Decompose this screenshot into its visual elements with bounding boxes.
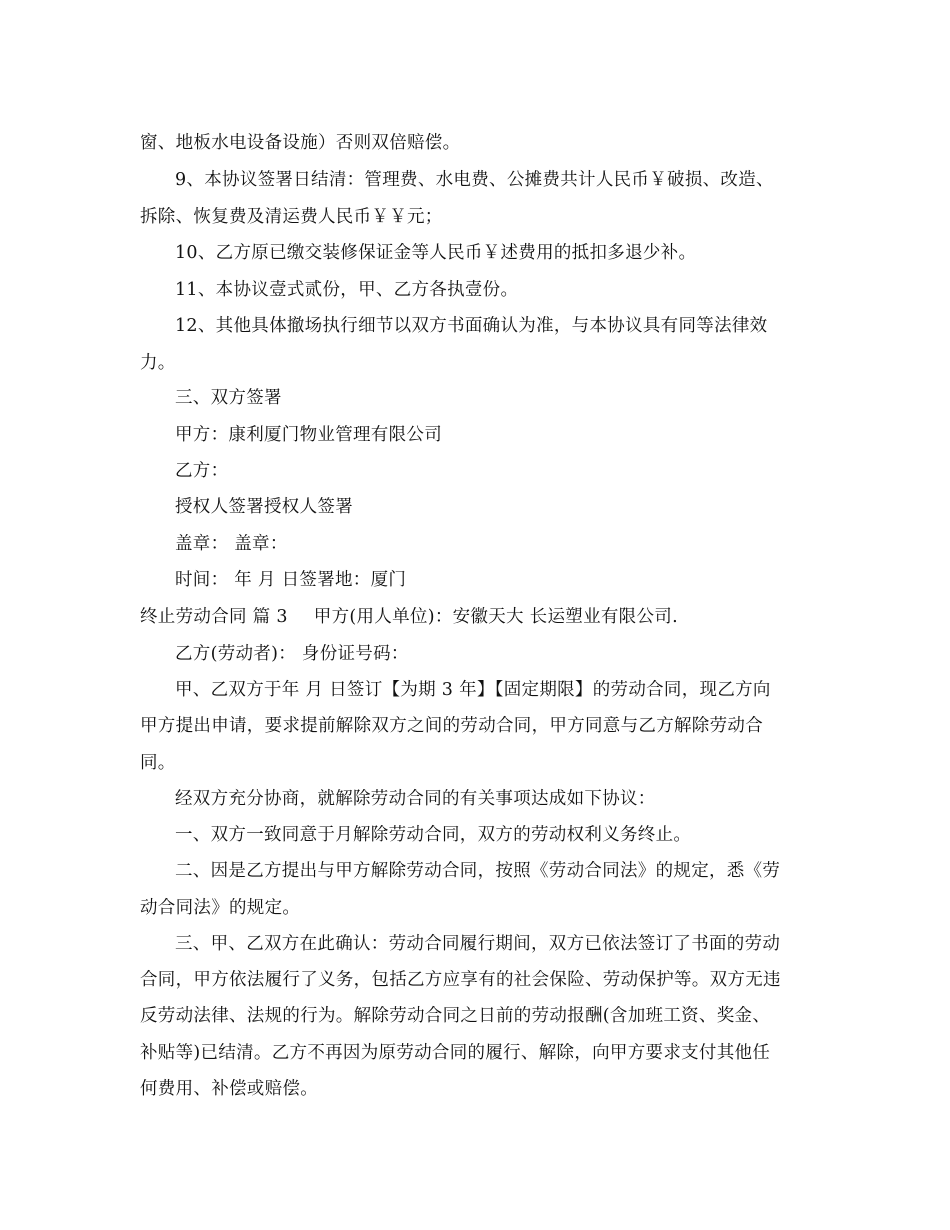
agreement-intro: 经双方充分协商，就解除劳动合同的有关事项达成如下协议： xyxy=(175,789,656,809)
contract-intro-line-2: 甲方提出申请，要求提前解除双方之间的劳动合同，甲方同意与乙方解除劳动合 xyxy=(140,716,763,736)
paragraph-line: 窗、地板水电设备设施）否则双倍赔偿。 xyxy=(140,133,461,153)
clause-9-line-1: 9、本协议签署日结清：管理费、水电费、公摊费共计人民币￥破损、改造、 xyxy=(175,170,774,190)
employee-line: 乙方(劳动者)： 身份证号码： xyxy=(175,644,409,664)
article-3-line-5: 何费用、补偿或赔偿。 xyxy=(140,1079,318,1099)
section-signatures-heading: 三、双方签署 xyxy=(175,388,282,408)
contract-section-title: 终止劳动合同 篇 3 xyxy=(140,607,288,627)
clause-10: 10、乙方原已缴交装修保证金等人民币￥述费用的抵扣多退少补。 xyxy=(175,243,697,263)
contract-intro-line-3: 同。 xyxy=(140,753,176,773)
party-a-line: 甲方：康利厦门物业管理有限公司 xyxy=(175,425,442,445)
clause-12-line-1: 12、其他具体撤场执行细节以双方书面确认为准，与本协议具有同等法律效 xyxy=(175,316,768,336)
clause-12-line-2: 力。 xyxy=(140,353,176,373)
contract-heading-line xyxy=(140,605,678,629)
employer-line: 甲方(用人单位)：安徽天大 长运塑业有限公司. xyxy=(313,607,678,627)
date-place-line: 时间： 年 月 日签署地：厦门 xyxy=(175,570,407,590)
seal-line: 盖章： 盖章： xyxy=(175,534,288,554)
authorized-signatures-line: 授权人签署授权人签署 xyxy=(175,497,353,517)
article-1: 一、双方一致同意于月解除劳动合同，双方的劳动权利义务终止。 xyxy=(175,825,692,845)
clause-9-line-2: 拆除、恢复费及清运费人民币￥￥元； xyxy=(140,207,443,227)
article-3-line-1: 三、甲、乙双方在此确认：劳动合同履行期间，双方已依法签订了书面的劳动 xyxy=(175,934,781,954)
article-3-line-4: 补贴等)已结清。乙方不再因为原劳动合同的履行、解除，向甲方要求支付其他任 xyxy=(140,1043,771,1063)
contract-intro-line-1: 甲、乙双方于年 月 日签订【为期 3 年】【固定期限】的劳动合同，现乙方向 xyxy=(175,680,771,700)
clause-11: 11、本协议壹式贰份，甲、乙方各执壹份。 xyxy=(175,280,519,300)
party-b-line: 乙方： xyxy=(175,461,229,481)
article-3-line-2: 合同，甲方依法履行了义务，包括乙方应享有的社会保险、劳动保护等。双方无违 xyxy=(140,970,781,990)
article-2-line-1: 二、因是乙方提出与甲方解除劳动合同，按照《劳动合同法》的规定，悉《劳 xyxy=(175,861,781,881)
article-2-line-2: 动合同法》的规定。 xyxy=(140,898,301,918)
article-3-line-3: 反劳动法律、法规的行为。解除劳动合同之日前的劳动报酬(含加班工资、奖金、 xyxy=(140,1006,771,1026)
